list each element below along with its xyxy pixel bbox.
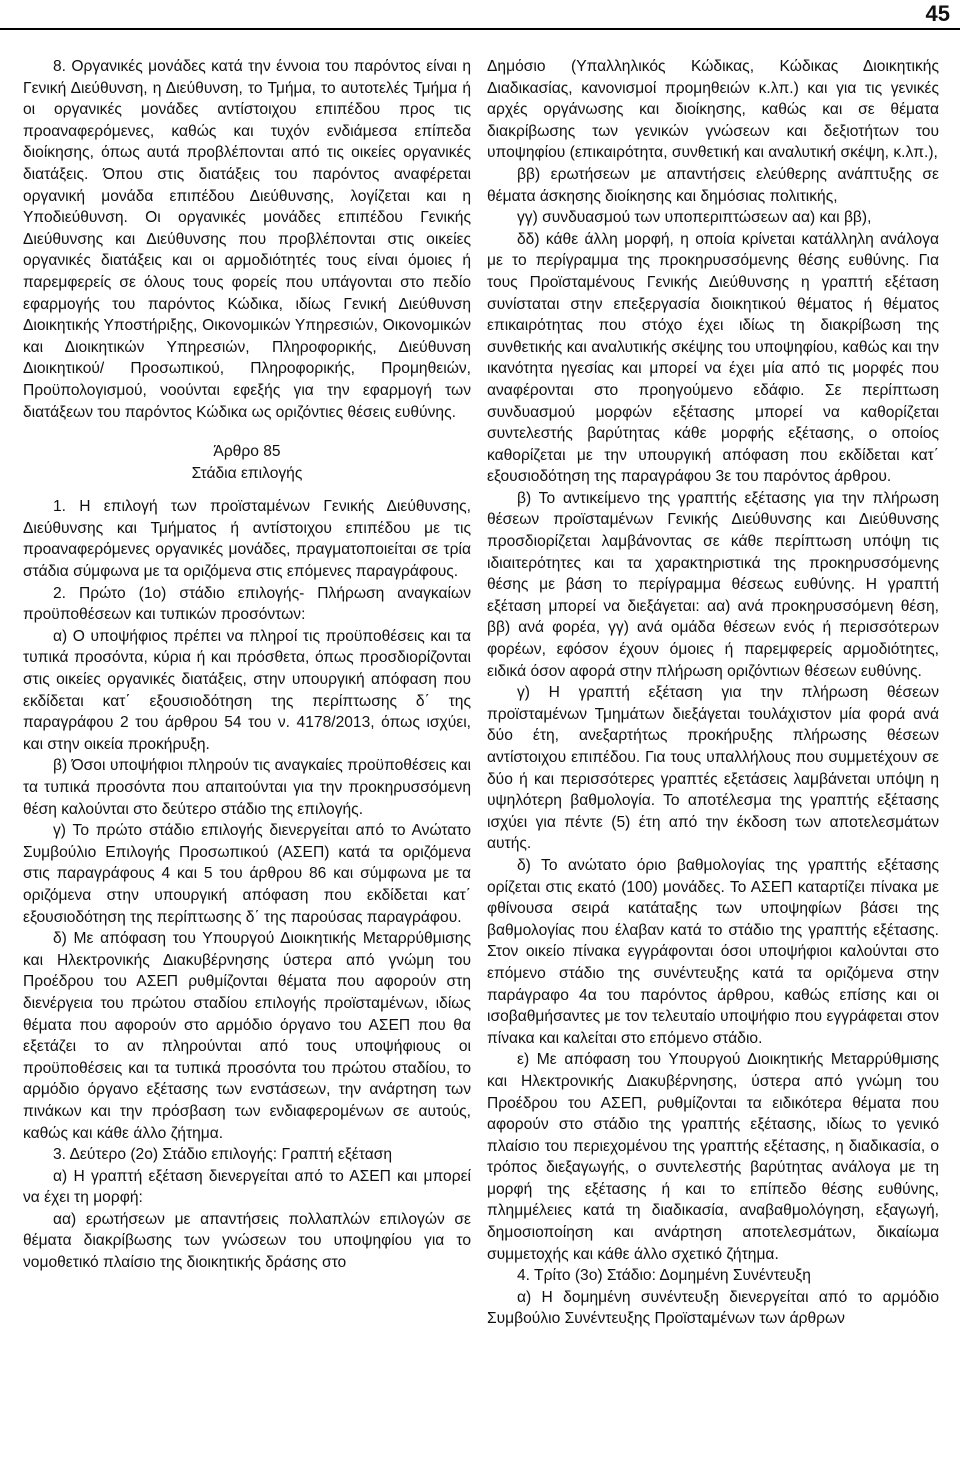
paragraph: ββ) ερωτήσεων με απαντήσεις ελεύθερης ανάπτυξης σε θέματα άσκησης διοίκησης και δημόσιας πολιτικής, xyxy=(487,165,939,205)
paragraph: ε) Με απόφαση του Υπουργού Διοικητικής Μεταρρύθμισης και Ηλεκτρονικής Διακυβέρνησης, ύστερα από γνώμη του Προέδρου του ΑΣΕΠ, ρυθμίζονται τα ειδικότερα θέματα που αφορούν στο στάδιο της γραπτής εξέτασης, ιδίως το γενικό πλαίσιο του περιεχομένου της γραπτής εξέτασης, η διαδικασία, ο τρόπος διεξαγωγής, ο συντελεστής βαρύτητας ανάλογα με τη μορφή της εξέτασης ή και το επίπεδο θέσης ευθύνης, πλημμέλειες κατά τη διαδικασία, αναβαθμολόγηση, εξαγωγή, δημοσιοποίηση και ανάρτηση αποτελεσμάτων, δικαίωμα συμμετοχής και κάθε άλλο σχετικό ζήτημα. xyxy=(487,1051,939,1263)
paragraph: γ) Η γραπτή εξέταση για την πλήρωση θέσεων προϊσταμένων Τμημάτων διεξάγεται τουλάχιστον μία φορά ανά δύο έτη, ανεξαρτήτως προκήρυξης πλήρωσης θέσεων αντίστοιχου επιπέδου. Για τους υπαλλήλους που συμμετέχουν σε δύο ή και περισσότερες γραπτές εξετάσεις λαμβάνεται υπόψη η υψηλότερη βαθμολογία. Το αποτέλεσμα της γραπτής εξέτασης ισχύει για πέντε (5) έτη από την έκδοση των αποτελεσμάτων αυτής. xyxy=(487,684,939,853)
paragraph: δ) Με απόφαση του Υπουργού Διοικητικής Μεταρρύθμισης και Ηλεκτρονικής Διακυβέρνησης ύστερα από γνώμη του Προέδρου του ΑΣΕΠ ρυθμίζονται θέματα που αφορούν στη διενέργεια του πρώτου σταδίου επιλογής προϊσταμένων, ιδίως θέματα που αφορούν στο αρμόδιο όργανο του ΑΣΕΠ που θα εξετάζει το αν πληρούνται από τους υποψήφιους οι προϋποθέσεις και τα τυπικά προσόντα του πρώτου σταδίου, το αρμόδιο όργανο εξέτασης των ενστάσεων, την ανάρτηση των πινάκων και την πρόσβαση των ενδιαφερομένων σε αυτούς, καθώς και κάθε άλλο ζήτημα. xyxy=(23,930,471,1142)
paragraph: β) Το αντικείμενο της γραπτής εξέτασης για την πλήρωση θέσεων προϊσταμένων Γενικής Διεύθυνσης και Διεύθυνσης προσδιορίζεται λαμβάνοντας σε κάθε περίπτωση υπόψη τις ιδιαιτερότητες και τα χαρακτηριστικά της προκηρυσσόμενης θέσης με βάση το περίγραμμα θέσεως ευθύνης. Η γραπτή εξέταση μπορεί να διεξάγεται: αα) ανά προκηρυσσόμενη θέση, ββ) ανά φορέα, γγ) ανά ομάδα θέσεων ενός ή περισσότερων φορέων, εφόσον έχουν όμοιες ή παρεμφερείς αρμοδιότητες, ειδικά όσον αφορά στην πλήρωση οριζόντιων θέσεων ευθύνης. xyxy=(487,489,939,680)
section-heading: 4. Τρίτο (3ο) Στάδιο: Δομημένη Συνέντευξη xyxy=(517,1267,811,1285)
paragraph: 2. Πρώτο (1ο) στάδιο επιλογής- Πλήρωση αναγκαίων προϋποθέσεων και τυπικών προσόντων: xyxy=(23,584,471,624)
right-column xyxy=(487,56,939,1330)
left-column xyxy=(23,56,471,1274)
page-number: 45 xyxy=(925,1,950,26)
article-title: Άρθρο 85 xyxy=(213,443,281,461)
article-subtitle: Στάδια επιλογής xyxy=(191,464,303,482)
paragraph: γ) Το πρώτο στάδιο επιλογής διενεργείται από το Ανώτατο Συμβούλιο Επιλογής Προσωπικού (ΑΣΕΠ) κατά τα οριζόμενα στις παραγράφους 4 και 5 του άρθρου 86 και σύμφωνα με τα οριζόμενα στην υπουργική απόφαση που εκδίδεται κατ΄ εξουσιοδότηση της περίπτωσης δ΄ της παρούσας παραγράφου. xyxy=(23,822,471,926)
header-rule xyxy=(0,28,960,30)
paragraph: αα) ερωτήσεων με απαντήσεις πολλαπλών επιλογών σε θέματα διακρίβωσης των γνώσεων του υποψηφίου για το νομοθετικό πλαίσιο της διοικητικής δράσης στο xyxy=(23,1210,471,1272)
paragraph: δδ) κάθε άλλη μορφή, η οποία κρίνεται κατάλληλη ανάλογα με το περίγραμμα της προκηρυσσόμενης θέσης ευθύνης. Για τους Προϊσταμένους Γενικής Διεύθυνσης η γραπτή εξέταση συνίσταται στην επεξεργασία διοικητικού θέματος ή θέματος επικαιρότητας που στόχο έχει ιδίως τη διακρίβωση της συνθετικής και αναλυτικής σκέψης του υποψηφίου, καθώς και την ικανότητα ηγεσίας και μπορεί να έχει μία από τις μορφές που αναφέρονται στο προηγούμενο εδάφιο. Σε περίπτωση συνδυασμού μορφών εξέτασης μπορεί να καθορίζεται συντελεστής βαρύτητας κάθε μορφής εξέτασης, ο οποίος καθορίζεται με την υπουργική απόφαση που εκδίδεται κατ΄ εξουσιοδότηση της παραγράφου 3ε του παρόντος άρθρου. xyxy=(487,230,939,486)
paragraph: γγ) συνδυασμού των υποπεριπτώσεων αα) και ββ), xyxy=(517,209,872,227)
paragraph: α) Η γραπτή εξέταση διενεργείται από το ΑΣΕΠ και μπορεί να έχει τη μορφή: xyxy=(23,1167,471,1207)
paragraph: 8. Οργανικές μονάδες κατά την έννοια του παρόντος είναι η Γενική Διεύθυνση, η Διεύθυνση, το Τμήμα, το αυτοτελές Τμήμα ή οι οργανικές μονάδες αντίστοιχου επιπέδου προς τις προαναφερόμενες, καθώς και τυχόν ενδιάμεσα επίπεδα διοίκησης, όπως αυτά προβλέπονται από τις οικείες οργανικές διατάξεις. Όπου στις διατάξεις του παρόντος αναφέρεται οργανική μονάδα επιπέδου Διεύθυνσης, λογίζεται και η Υποδιεύθυνση. Οι οργανικές μονάδες επιπέδου Γενικής Διεύθυνσης και Διεύθυνσης που προβλέπονται στις οικείες οργανικές διατάξεις και οι αρμοδιότητές τους είναι όμοιες ή παρεμφερείς σε όλους τους φορείς που υπάγονται στο πεδίο εφαρμογής του παρόντος Κώδικα, ιδίως Γενική Διεύθυνση Διοικητικής Υποστήριξης, Οικονομικών Υπηρεσιών, Οικονομικών και Διοικητικών Υπηρεσιών, Πληροφορικής, Διεύθυνση Διοικητικού/ Προσωπικού, Πληροφορικής, Προμηθειών, Προϋπολογισμού, νοούνται εφεξής για την εφαρμογή των διατάξεων του παρόντος Κώδικα ως οριζόντιες θέσεις ευθύνης. xyxy=(23,58,471,421)
section-heading: 3. Δεύτερο (2ο) Στάδιο επιλογής: Γραπτή εξέταση xyxy=(53,1146,393,1164)
paragraph: α) Η δομημένη συνέντευξη διενεργείται από το αρμόδιο Συμβούλιο Συνέντευξης Προϊσταμένων των άρθρων xyxy=(487,1288,939,1328)
paragraph: α) Ο υποψήφιος πρέπει να πληροί τις προϋποθέσεις και τα τυπικά προσόντα, κύρια ή και πρόσθετα, όπως προσδιορίζονται στις οικείες οργανικές διατάξεις, στην υπουργική απόφαση που εκδίδεται κατ΄ εξουσιοδότηση της περίπτωσης δ΄ της παραγράφου 2 του άρθρου 54 του ν. 4178/2013, όπως ισχύει, και στην οικεία προκήρυξη. xyxy=(23,627,471,753)
paragraph: 1. Η επιλογή των προϊσταμένων Γενικής Διεύθυνσης, Διεύθυνσης και Τμήματος ή αντίστοιχου επιπέδου με τις προαναφερόμενες οργανικές μονάδες, πραγματοποιείται σε τρία στάδια σύμφωνα με τα οριζόμενα στις επόμενες παραγράφους. xyxy=(23,498,471,581)
paragraph: β) Όσοι υποψήφιοι πληρούν τις αναγκαίες προϋποθέσεις και τα τυπικά προσόντα που απαιτούνται για την προκηρυσσόμενη θέση καλούνται στο δεύτερο στάδιο της επιλογής. xyxy=(23,757,471,818)
paragraph: Δημόσιο (Υπαλληλικός Κώδικας, Κώδικας Διοικητικής Διαδικασίας, κανονισμοί προμηθειών κ.λπ.) και για τις γενικές αρχές οργάνωσης και διοίκησης, καθώς και σε θέματα διακρίβωσης των γενικών γνώσεων και δεξιοτήτων του υποψηφίου (επικαιρότητα, συνθετική και αναλυτική σκέψη, κ.λπ.), xyxy=(487,58,939,162)
paragraph: δ) Το ανώτατο όριο βαθμολογίας της γραπτής εξέτασης ορίζεται στις εκατό (100) μονάδες. Το ΑΣΕΠ καταρτίζει πίνακα με φθίνουσα σειρά κατάταξης των υποψηφίων βάσει της βαθμολογίας που έλαβαν κατά το στάδιο της γραπτής εξέτασης. Στον οικείο πίνακα εγγράφονται όσοι υποψήφιοι καλούνται στο επόμενο στάδιο της συνέντευξης κατά τα οριζόμενα στην παράγραφο 4α του παρόντος άρθρου, καθώς επίσης και οι ισοβαθμήσαντες με τον τελευταίο υποψήφιο που εγγράφεται στον πίνακα και καλείται στο επόμενο στάδιο. xyxy=(487,856,939,1047)
article-heading xyxy=(23,441,471,484)
